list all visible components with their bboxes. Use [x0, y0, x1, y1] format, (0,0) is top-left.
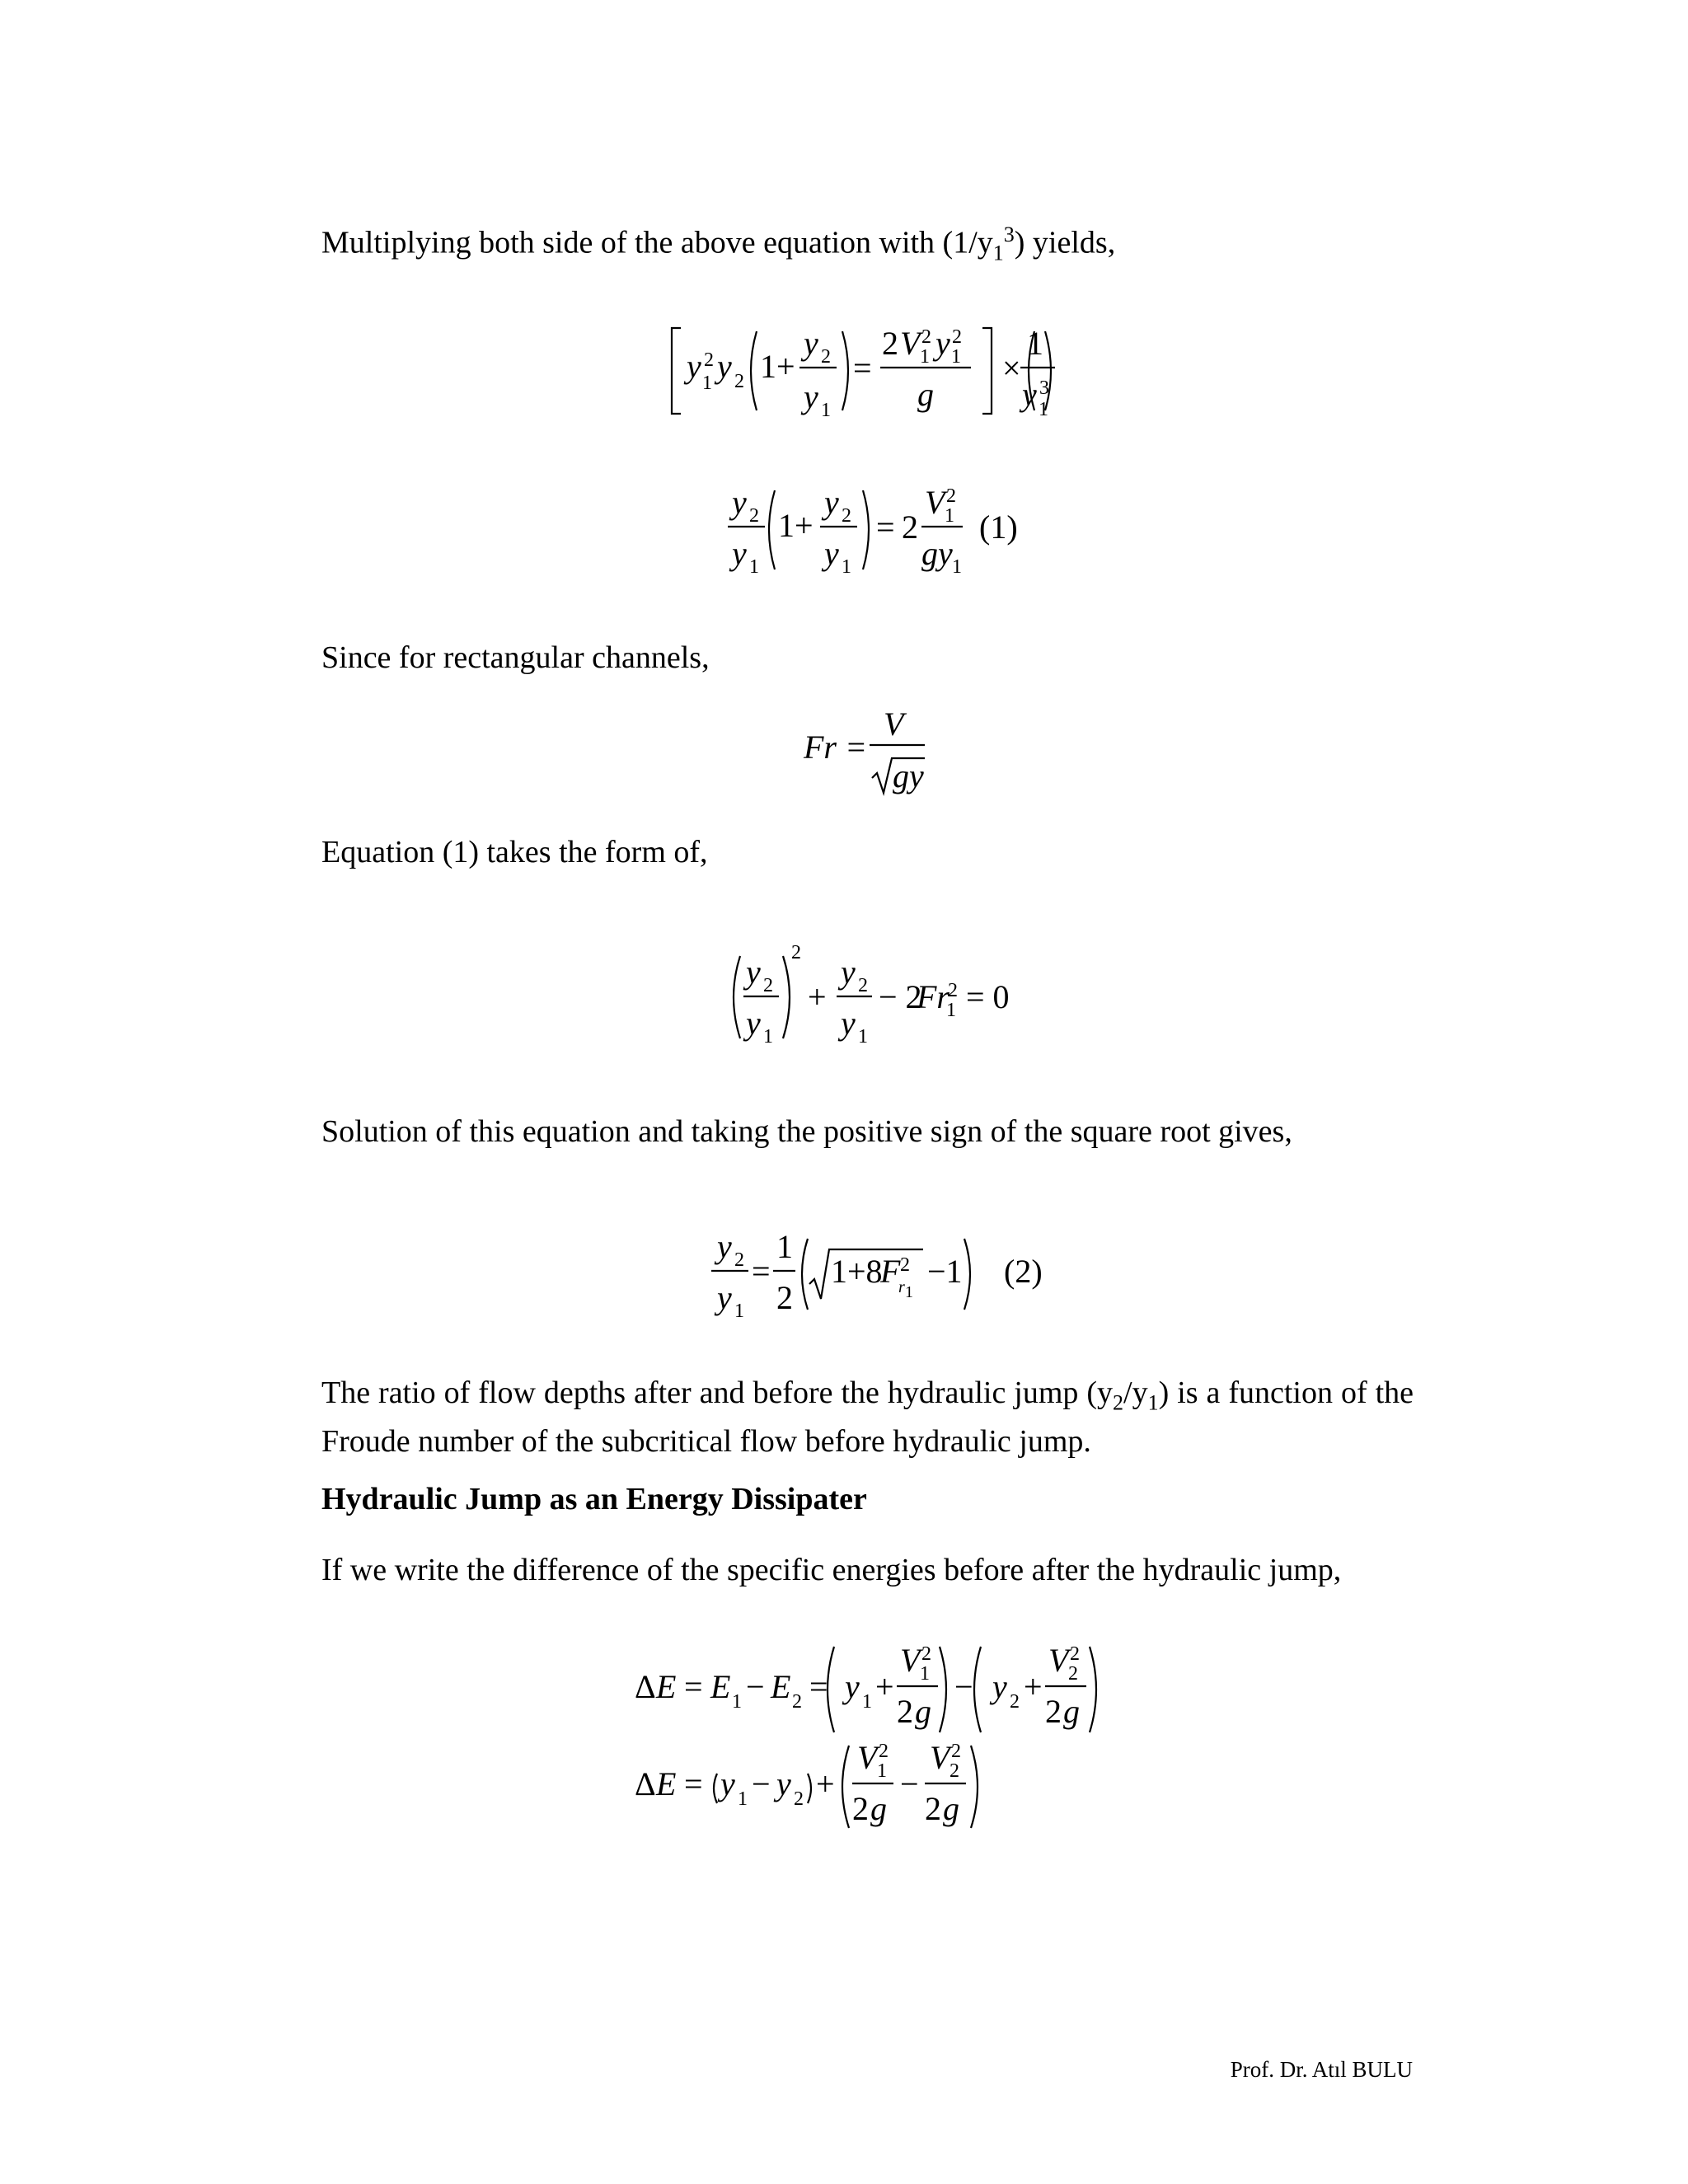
svg-text:y: y — [720, 1765, 735, 1802]
svg-text:1: 1 — [702, 373, 712, 394]
svg-text:2: 2 — [879, 1741, 889, 1762]
svg-text:gy: gy — [921, 535, 953, 572]
svg-text:1: 1 — [732, 1691, 742, 1713]
svg-text:2: 2 — [776, 1279, 793, 1316]
svg-text:g: g — [943, 1790, 959, 1827]
svg-text:2: 2 — [1068, 1663, 1078, 1685]
svg-text:2: 2 — [792, 1691, 802, 1713]
svg-text:1: 1 — [738, 1788, 748, 1810]
svg-text:1: 1 — [1039, 399, 1048, 420]
svg-text:=: = — [853, 349, 872, 387]
svg-text:g: g — [1063, 1693, 1080, 1730]
svg-text:1: 1 — [920, 346, 930, 368]
svg-text:+: + — [816, 1765, 835, 1802]
svg-text:E: E — [710, 1668, 731, 1705]
svg-text:+: + — [808, 978, 827, 1015]
svg-text:−1: −1 — [927, 1253, 963, 1290]
svg-text:g: g — [917, 376, 934, 413]
paragraph-solution: Solution of this equation and taking the positive sign of the square root gives, — [321, 1114, 1292, 1149]
svg-text:V: V — [900, 325, 921, 362]
equation-1-label: (1) — [979, 509, 1018, 546]
p5-text-b: /y — [1123, 1376, 1148, 1410]
svg-text:1: 1 — [905, 1283, 913, 1301]
equation-energy-loss — [0, 1632, 1688, 1838]
svg-text:2: 2 — [925, 1790, 941, 1827]
svg-text:y: y — [824, 484, 839, 521]
svg-text:1: 1 — [842, 556, 851, 578]
svg-text:−: − — [752, 1765, 771, 1802]
svg-text:=: = — [684, 1765, 703, 1802]
svg-text:V: V — [1048, 1642, 1069, 1679]
svg-text:3: 3 — [1039, 377, 1049, 399]
svg-text:y: y — [732, 484, 747, 521]
svg-text:=: = — [684, 1668, 703, 1705]
svg-text:V: V — [925, 484, 945, 521]
svg-text:2: 2 — [749, 505, 759, 527]
svg-text:1+: 1+ — [760, 348, 795, 385]
svg-text:2: 2 — [950, 1760, 959, 1782]
svg-text:y: y — [732, 535, 747, 572]
svg-text:+: + — [875, 1668, 894, 1705]
svg-text:2: 2 — [951, 1741, 961, 1762]
svg-text:=: = — [809, 1668, 828, 1705]
svg-text:2: 2 — [897, 1693, 913, 1730]
svg-text:V: V — [857, 1739, 878, 1776]
p5-sub-1: 2 — [1113, 1390, 1124, 1415]
equation-2-label: (2) — [1004, 1253, 1043, 1290]
svg-text:V: V — [930, 1739, 950, 1776]
svg-text:Δ: Δ — [635, 1765, 656, 1802]
svg-text:−: − — [746, 1668, 765, 1705]
footer-author: Prof. Dr. Atıl BULU — [1230, 2057, 1413, 2082]
svg-text:y: y — [1022, 376, 1037, 413]
svg-text:1: 1 — [749, 556, 759, 578]
svg-text:E: E — [656, 1668, 677, 1705]
svg-text:y: y — [717, 1279, 732, 1316]
svg-text:y: y — [717, 1228, 732, 1265]
svg-text:2: 2 — [704, 349, 714, 371]
svg-text:2: 2 — [734, 1249, 744, 1271]
svg-text:y: y — [746, 1005, 761, 1042]
svg-text:− 2: − 2 — [879, 978, 922, 1015]
svg-text:y: y — [687, 348, 701, 385]
svg-text:×: × — [1002, 349, 1021, 387]
svg-text:2: 2 — [1010, 1691, 1020, 1713]
svg-text:1: 1 — [951, 346, 961, 368]
svg-text:1+8: 1+8 — [831, 1253, 883, 1290]
svg-text:= 0: = 0 — [966, 978, 1010, 1015]
paragraph-equation1-form: Equation (1) takes the form of, — [321, 835, 708, 869]
svg-text:y: y — [824, 535, 839, 572]
equation-2 — [0, 1218, 1688, 1325]
svg-text:E: E — [771, 1668, 791, 1705]
svg-text:2: 2 — [882, 325, 898, 362]
p5-text-a: The ratio of flow depths after and before the hydraulic jump (y — [321, 1376, 1114, 1410]
p5-text-c: ) is a function of the Froude number of the subcritical flow before hydraulic jump. — [321, 1376, 1414, 1459]
svg-text:1: 1 — [877, 1760, 887, 1782]
svg-text:y: y — [776, 1765, 791, 1802]
svg-text:1: 1 — [920, 1663, 930, 1685]
svg-text:1: 1 — [946, 1000, 956, 1021]
svg-text:y: y — [746, 954, 761, 991]
equation-froude — [0, 705, 1688, 799]
equation-multiplied — [0, 313, 1688, 429]
svg-text:+: + — [1024, 1668, 1043, 1705]
svg-text:2: 2 — [858, 975, 868, 996]
svg-text:y: y — [935, 325, 950, 362]
paragraph-specific-energies: If we write the difference of the specific energies before after the hydraulic jump, — [321, 1553, 1342, 1587]
svg-text:=: = — [752, 1253, 771, 1290]
svg-text:g: g — [915, 1693, 931, 1730]
svg-text:2: 2 — [952, 326, 962, 348]
svg-text:−: − — [954, 1668, 973, 1705]
svg-text:2: 2 — [946, 485, 956, 507]
svg-text:2: 2 — [948, 980, 958, 1001]
svg-text:2: 2 — [1045, 1693, 1062, 1730]
p1-superscript: 3 — [1003, 223, 1015, 246]
svg-text:1: 1 — [1027, 325, 1043, 362]
svg-text:1: 1 — [862, 1691, 872, 1713]
p1-text-end: ) yields, — [1014, 225, 1116, 260]
svg-text:y: y — [841, 1005, 856, 1042]
svg-text:gy: gy — [893, 757, 924, 794]
svg-text:1: 1 — [776, 1228, 793, 1265]
paragraph-multiplying — [321, 216, 1115, 272]
svg-text:1+: 1+ — [778, 507, 814, 544]
svg-text:2: 2 — [794, 1788, 804, 1810]
svg-text:2: 2 — [921, 1643, 931, 1665]
svg-text:1: 1 — [858, 1026, 868, 1047]
equation-quadratic — [0, 944, 1688, 1051]
svg-text:2: 2 — [900, 1254, 910, 1276]
svg-text:2: 2 — [734, 371, 744, 392]
svg-text:y: y — [992, 1668, 1007, 1705]
svg-text:1: 1 — [763, 1026, 773, 1047]
p5-sub-2: 1 — [1147, 1390, 1159, 1415]
svg-text:y: y — [717, 348, 732, 385]
paragraph-rectangular: Since for rectangular channels, — [321, 640, 710, 675]
svg-text:V: V — [900, 1642, 921, 1679]
svg-text:y: y — [804, 378, 818, 415]
p1-subscript: 1 — [992, 241, 1004, 265]
svg-text:F: F — [880, 1253, 901, 1290]
equation-1 — [0, 474, 1688, 581]
svg-text:2: 2 — [852, 1790, 869, 1827]
svg-text:2: 2 — [821, 346, 831, 368]
svg-text:2: 2 — [842, 505, 851, 527]
svg-text:2: 2 — [902, 509, 918, 546]
svg-text:V: V — [884, 705, 904, 743]
svg-text:2: 2 — [1070, 1643, 1080, 1665]
svg-text:Δ: Δ — [635, 1668, 656, 1705]
svg-text:y: y — [841, 954, 856, 991]
svg-text:y: y — [845, 1668, 860, 1705]
svg-text:y: y — [804, 325, 818, 362]
svg-text:=: = — [876, 509, 895, 546]
svg-text:1: 1 — [821, 400, 831, 421]
svg-text:g: g — [870, 1790, 887, 1827]
svg-text:r: r — [898, 1278, 905, 1296]
svg-text:2: 2 — [791, 942, 801, 963]
svg-text:2: 2 — [921, 326, 931, 348]
paragraph-ratio — [321, 1374, 1414, 1460]
section-heading: Hydraulic Jump as an Energy Dissipater — [321, 1482, 867, 1516]
p1-text: Multiplying both side of the above equation with (1/y — [321, 225, 993, 260]
svg-text:−: − — [900, 1765, 919, 1802]
svg-text:1: 1 — [952, 556, 962, 578]
froude-lhs: Fr = — [804, 729, 867, 766]
svg-text:2: 2 — [763, 975, 773, 996]
svg-text:1: 1 — [734, 1301, 744, 1322]
svg-text:1: 1 — [945, 505, 954, 527]
svg-text:Fr: Fr — [917, 978, 950, 1015]
svg-text:E: E — [656, 1765, 677, 1802]
